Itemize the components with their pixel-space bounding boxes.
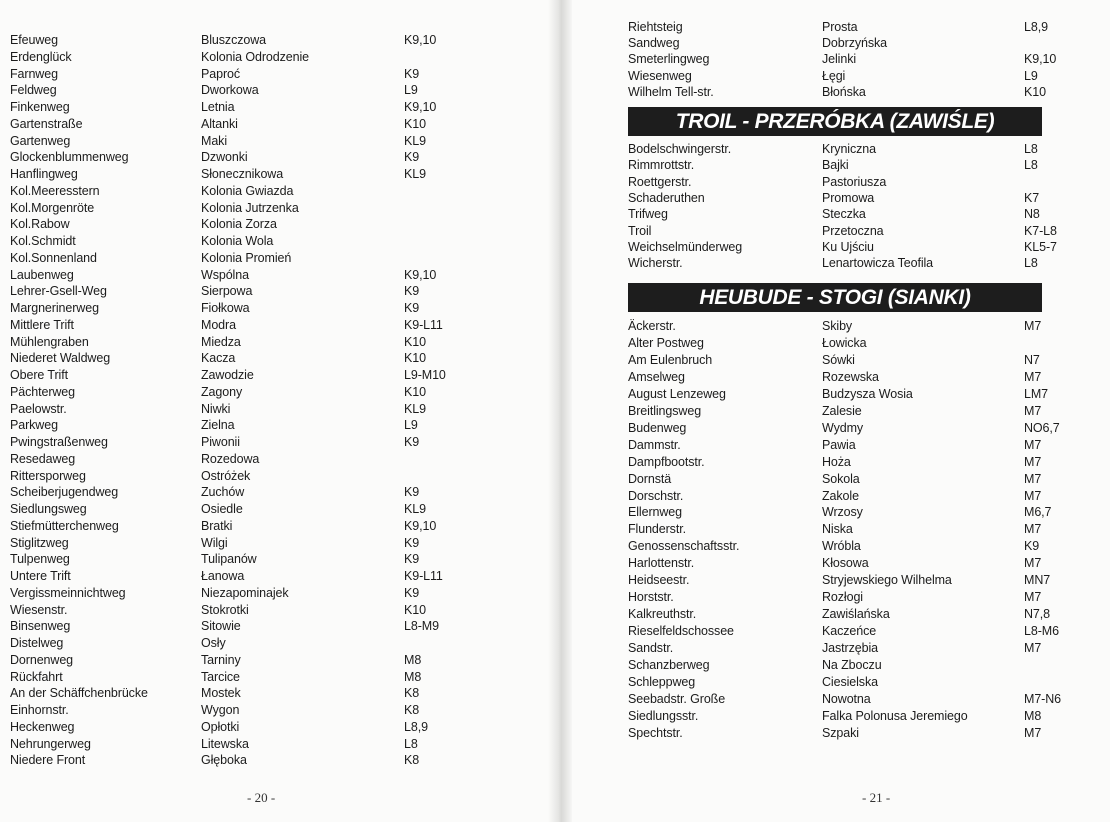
- polish-name: Kolonia Gwiazda: [201, 183, 294, 198]
- german-name: Riehtsteig: [628, 20, 683, 34]
- grid-ref: K9: [404, 150, 420, 165]
- polish-name: Sierpowa: [201, 284, 253, 299]
- grid-ref: K9,10: [404, 518, 437, 533]
- german-name: Dorschstr.: [628, 488, 684, 503]
- german-name: Genossenschaftsstr.: [628, 539, 740, 554]
- polish-name: Sokola: [822, 471, 860, 486]
- german-name: Ellernweg: [628, 505, 682, 520]
- grid-ref: K9: [1024, 539, 1040, 554]
- german-name: Dammstr.: [628, 437, 681, 452]
- german-name: Troil: [628, 223, 652, 238]
- german-name: Rieselfeldschossee: [628, 624, 734, 639]
- grid-ref: L8-M6: [1024, 624, 1059, 639]
- german-name: Paelowstr.: [10, 401, 67, 416]
- german-name: Wicherstr.: [628, 256, 683, 271]
- polish-name: Budzysza Wosia: [822, 386, 913, 401]
- grid-ref: K9,10: [1024, 52, 1057, 67]
- grid-ref: L8,9: [404, 719, 428, 734]
- polish-name: Rozłogi: [822, 590, 863, 605]
- grid-ref: KL9: [404, 167, 426, 181]
- grid-ref: L8: [1024, 256, 1038, 271]
- german-name: Kol.Morgenröte: [10, 200, 95, 215]
- german-name: Alter Postweg: [628, 335, 704, 350]
- grid-ref: M7: [1024, 319, 1042, 333]
- polish-name: Kaczeńce: [822, 624, 877, 639]
- polish-name: Zuchów: [201, 485, 245, 500]
- grid-ref: L9-M10: [404, 368, 446, 382]
- grid-ref: K10: [404, 351, 426, 366]
- polish-name: Wrzosy: [822, 505, 863, 520]
- polish-name: Prosta: [822, 20, 858, 34]
- grid-ref: K9: [404, 66, 420, 81]
- polish-name: Stryjewskiego Wilhelma: [822, 573, 952, 588]
- grid-ref: L8: [1024, 142, 1038, 156]
- polish-name: Pastoriusza: [822, 174, 887, 189]
- grid-ref: K8: [404, 686, 420, 701]
- polish-name: Lenartowicza Teofila: [822, 256, 934, 271]
- polish-name: Kacza: [201, 351, 236, 366]
- polish-name: Niska: [822, 522, 853, 537]
- grid-ref: M8: [404, 652, 422, 667]
- polish-name: Miedza: [201, 334, 241, 349]
- grid-ref: M7: [1024, 369, 1042, 384]
- polish-name: Hoża: [822, 454, 851, 469]
- grid-ref: L9: [404, 418, 418, 433]
- grid-ref: L8: [1024, 158, 1038, 173]
- polish-name: Kolonia Zorza: [201, 217, 277, 232]
- polish-name: Kryniczna: [822, 142, 876, 156]
- german-name: An der Schäffchenbrücke: [10, 686, 148, 701]
- german-name: August Lenzeweg: [628, 386, 726, 401]
- german-name: Siedlungsweg: [10, 502, 87, 516]
- polish-name: Bratki: [201, 518, 233, 533]
- polish-name: Szpaki: [822, 725, 859, 740]
- polish-name: Dzwonki: [201, 150, 248, 165]
- german-name: Kol.Schmidt: [10, 234, 76, 248]
- grid-ref: K10: [404, 602, 426, 617]
- polish-name: Łanowa: [201, 569, 245, 583]
- german-name: Scheiberjugendweg: [10, 485, 119, 500]
- grid-ref: K9,10: [404, 33, 437, 47]
- polish-name: Ku Ujściu: [822, 239, 874, 254]
- german-name: Nehrungerweg: [10, 736, 91, 751]
- book-gutter: [548, 0, 572, 822]
- german-name: Einhornstr.: [10, 703, 69, 717]
- section-title-troil: TROIL - PRZERÓBKA (ZAWIŚLE): [628, 107, 1042, 136]
- polish-name: Błońska: [822, 84, 866, 99]
- german-name: Kalkreuthstr.: [628, 607, 697, 622]
- german-name: Gartenweg: [10, 133, 71, 148]
- german-name: Sandstr.: [628, 641, 674, 656]
- german-name: Bodelschwingerstr.: [628, 142, 732, 156]
- german-name: Stiglitzweg: [10, 535, 69, 550]
- polish-name: Stokrotki: [201, 602, 249, 617]
- grid-ref: N7,8: [1024, 607, 1051, 622]
- polish-name: Litewska: [201, 736, 249, 751]
- german-name: Roettgerstr.: [628, 174, 692, 189]
- german-name: Kol.Sonnenland: [10, 250, 97, 265]
- grid-ref: M7: [1024, 454, 1042, 469]
- german-name: Tulpenweg: [10, 552, 70, 567]
- grid-ref: KL5-7: [1024, 239, 1057, 254]
- grid-ref: K9: [404, 535, 420, 550]
- german-name: Flunderstr.: [628, 522, 686, 537]
- grid-ref: M8: [1024, 708, 1042, 723]
- polish-name: Niwki: [201, 401, 231, 416]
- german-name: Efeuweg: [10, 33, 58, 47]
- polish-name: Wilgi: [201, 535, 228, 550]
- grid-ref: KL9: [404, 401, 426, 416]
- german-name: Siedlungsstr.: [628, 708, 699, 723]
- german-name: Vergissmeinnichtweg: [10, 585, 126, 600]
- polish-name: Zakole: [822, 488, 859, 503]
- polish-name: Dworkowa: [201, 83, 259, 98]
- grid-ref: K9: [404, 301, 420, 315]
- grid-ref: K9,10: [404, 267, 437, 282]
- polish-name: Falka Polonusa Jeremiego: [822, 708, 968, 723]
- polish-name: Przetoczna: [822, 223, 884, 238]
- polish-name: Paproć: [201, 66, 241, 81]
- grid-ref: K9,10: [404, 100, 437, 114]
- grid-ref: M7: [1024, 556, 1042, 571]
- german-name: Distelweg: [10, 636, 64, 650]
- german-name: Trifweg: [628, 207, 668, 222]
- polish-name: Kolonia Promień: [201, 250, 292, 265]
- german-name: Niederet Waldweg: [10, 351, 111, 366]
- grid-ref: K9-L11: [404, 569, 443, 583]
- grid-ref: LM7: [1024, 386, 1049, 401]
- polish-name: Zalesie: [822, 403, 862, 418]
- grid-ref: K9: [404, 585, 420, 600]
- german-name: Glockenblummenweg: [10, 150, 129, 165]
- german-name: Harlottenstr.: [628, 556, 695, 571]
- german-name: Stiefmütterchenweg: [10, 518, 119, 533]
- german-name: Wiesenstr.: [10, 602, 68, 617]
- polish-name: Bajki: [822, 158, 849, 173]
- polish-name: Modra: [201, 317, 236, 332]
- german-name: Am Eulenbruch: [628, 352, 713, 367]
- grid-ref: L9: [404, 83, 418, 98]
- german-name: Resedaweg: [10, 451, 76, 466]
- page-number-right: - 21 -: [862, 790, 891, 805]
- grid-ref: K9: [404, 485, 420, 500]
- polish-name: Bluszczowa: [201, 33, 266, 47]
- grid-ref: K10: [404, 384, 426, 399]
- polish-name: Wydmy: [822, 420, 864, 435]
- german-name: Heckenweg: [10, 719, 75, 734]
- german-name: Binsenweg: [10, 619, 71, 634]
- grid-ref: K10: [404, 334, 426, 349]
- german-name: Rimmrottstr.: [628, 158, 695, 173]
- polish-name: Zielna: [201, 418, 235, 433]
- polish-name: Maki: [201, 133, 227, 148]
- grid-ref: N7: [1024, 352, 1040, 367]
- german-name: Wiesenweg: [628, 68, 692, 83]
- grid-ref: L8: [404, 736, 418, 751]
- polish-name: Wygon: [201, 703, 240, 717]
- german-name: Kol.Rabow: [10, 217, 70, 232]
- grid-ref: M7: [1024, 471, 1042, 486]
- polish-name: Dobrzyńska: [822, 36, 887, 51]
- grid-ref: K9: [404, 435, 420, 449]
- german-name: Horststr.: [628, 590, 674, 605]
- grid-ref: M7: [1024, 590, 1042, 605]
- grid-ref: M6,7: [1024, 505, 1052, 520]
- german-name: Farnweg: [10, 66, 58, 81]
- grid-ref: KL9: [404, 133, 426, 148]
- german-name: Rückfahrt: [10, 669, 63, 684]
- polish-name: Niezapominajek: [201, 585, 289, 600]
- grid-ref: M7: [1024, 522, 1042, 537]
- polish-name: Słonecznikowa: [201, 167, 284, 181]
- polish-name: Osiedle: [201, 502, 243, 516]
- polish-name: Tulipanów: [201, 552, 257, 567]
- polish-name: Fiołkowa: [201, 301, 250, 315]
- german-name: Weichselmünderweg: [628, 239, 743, 254]
- polish-name: Sitowie: [201, 619, 241, 634]
- german-name: Parkweg: [10, 418, 58, 433]
- polish-name: Kolonia Odrodzenie: [201, 49, 309, 64]
- german-name: Mühlengraben: [10, 334, 89, 349]
- german-name: Dornstä: [628, 471, 672, 486]
- grid-ref: L8,9: [1024, 20, 1048, 34]
- german-name: Äckerstr.: [628, 319, 676, 333]
- german-name: Smeterlingweg: [628, 52, 710, 67]
- polish-name: Sówki: [822, 352, 855, 367]
- polish-name: Zawodzie: [201, 368, 254, 382]
- grid-ref: K7-L8: [1024, 223, 1057, 238]
- polish-name: Osły: [201, 636, 226, 650]
- grid-ref: M7-N6: [1024, 691, 1062, 706]
- polish-name: Jelinki: [822, 52, 857, 67]
- polish-name: Nowotna: [822, 691, 871, 706]
- grid-ref: K9-L11: [404, 317, 443, 332]
- german-name: Erdenglück: [10, 49, 72, 64]
- grid-ref: MN7: [1024, 573, 1051, 588]
- polish-name: Zawiślańska: [822, 607, 890, 622]
- polish-name: Piwonii: [201, 435, 240, 449]
- grid-ref: M7: [1024, 725, 1042, 740]
- grid-ref: M8: [404, 669, 422, 684]
- polish-name: Łęgi: [822, 68, 846, 83]
- german-name: Amselweg: [628, 369, 685, 384]
- grid-ref: K10: [404, 116, 426, 131]
- grid-ref: M7: [1024, 488, 1042, 503]
- german-name: Schanzberweg: [628, 658, 710, 672]
- german-name: Finkenweg: [10, 100, 70, 114]
- german-name: Niedere Front: [10, 753, 86, 768]
- grid-ref: K8: [404, 703, 420, 717]
- polish-name: Letnia: [201, 100, 235, 114]
- german-name: Wilhelm Tell-str.: [628, 84, 714, 99]
- polish-name: Altanki: [201, 116, 238, 131]
- grid-ref: L8-M9: [404, 619, 439, 634]
- german-name: Dornenweg: [10, 652, 74, 667]
- german-name: Untere Trift: [10, 569, 71, 583]
- german-name: Hanflingweg: [10, 167, 78, 181]
- german-name: Lehrer-Gsell-Weg: [10, 284, 107, 299]
- german-name: Laubenweg: [10, 267, 74, 282]
- grid-ref: K7: [1024, 190, 1040, 205]
- german-name: Budenweg: [628, 420, 687, 435]
- grid-ref: M7: [1024, 437, 1042, 452]
- page-number-left: - 20 -: [247, 790, 276, 805]
- polish-name: Mostek: [201, 686, 241, 701]
- polish-name: Na Zboczu: [822, 658, 882, 672]
- german-name: Rittersporweg: [10, 468, 86, 483]
- grid-ref: N8: [1024, 207, 1040, 222]
- grid-ref: M7: [1024, 403, 1042, 418]
- german-name: Feldweg: [10, 83, 57, 98]
- german-name: Kol.Meeresstern: [10, 183, 100, 198]
- polish-name: Rozedowa: [201, 451, 260, 466]
- grid-ref: L9: [1024, 68, 1038, 83]
- grid-ref: K8: [404, 753, 420, 768]
- polish-name: Skiby: [822, 319, 853, 333]
- polish-name: Ciesielska: [822, 674, 878, 689]
- grid-ref: K9: [404, 552, 420, 567]
- polish-name: Kolonia Wola: [201, 234, 274, 248]
- grid-ref: M7: [1024, 641, 1042, 656]
- polish-name: Zagony: [201, 384, 243, 399]
- german-name: Schaderuthen: [628, 190, 705, 205]
- german-name: Gartenstraße: [10, 116, 83, 131]
- polish-name: Kolonia Jutrzenka: [201, 200, 299, 215]
- polish-name: Ostróżek: [201, 468, 251, 483]
- polish-name: Jastrzębia: [822, 641, 878, 656]
- german-name: Seebadstr. Große: [628, 691, 726, 706]
- polish-name: Steczka: [822, 207, 866, 222]
- german-name: Pwingstraßenweg: [10, 435, 108, 449]
- german-name: Obere Trift: [10, 368, 68, 382]
- polish-name: Promowa: [822, 190, 875, 205]
- grid-ref: KL9: [404, 502, 426, 516]
- german-name: Mittlere Trift: [10, 317, 74, 332]
- german-name: Sandweg: [628, 36, 680, 51]
- polish-name: Tarniny: [201, 652, 241, 667]
- german-name: Margnerinerweg: [10, 301, 99, 315]
- polish-name: Głęboka: [201, 753, 247, 768]
- polish-name: Wspólna: [201, 267, 249, 282]
- polish-name: Rozewska: [822, 369, 879, 384]
- polish-name: Kłosowa: [822, 556, 869, 571]
- grid-ref: K10: [1024, 84, 1046, 99]
- polish-name: Opłotki: [201, 719, 240, 734]
- german-name: Pächterweg: [10, 384, 76, 399]
- polish-name: Łowicka: [822, 335, 867, 350]
- section-title-heubude: HEUBUDE - STOGI (SIANKI): [628, 283, 1042, 312]
- polish-name: Wróbla: [822, 539, 861, 554]
- german-name: Breitlingsweg: [628, 403, 702, 418]
- german-name: Dampfbootstr.: [628, 454, 705, 469]
- polish-name: Pawia: [822, 437, 856, 452]
- german-name: Spechtstr.: [628, 725, 683, 740]
- grid-ref: K9: [404, 284, 420, 299]
- german-name: Heidseestr.: [628, 573, 690, 588]
- polish-name: Tarcice: [201, 669, 240, 684]
- german-name: Schleppweg: [628, 674, 696, 689]
- grid-ref: NO6,7: [1024, 420, 1060, 435]
